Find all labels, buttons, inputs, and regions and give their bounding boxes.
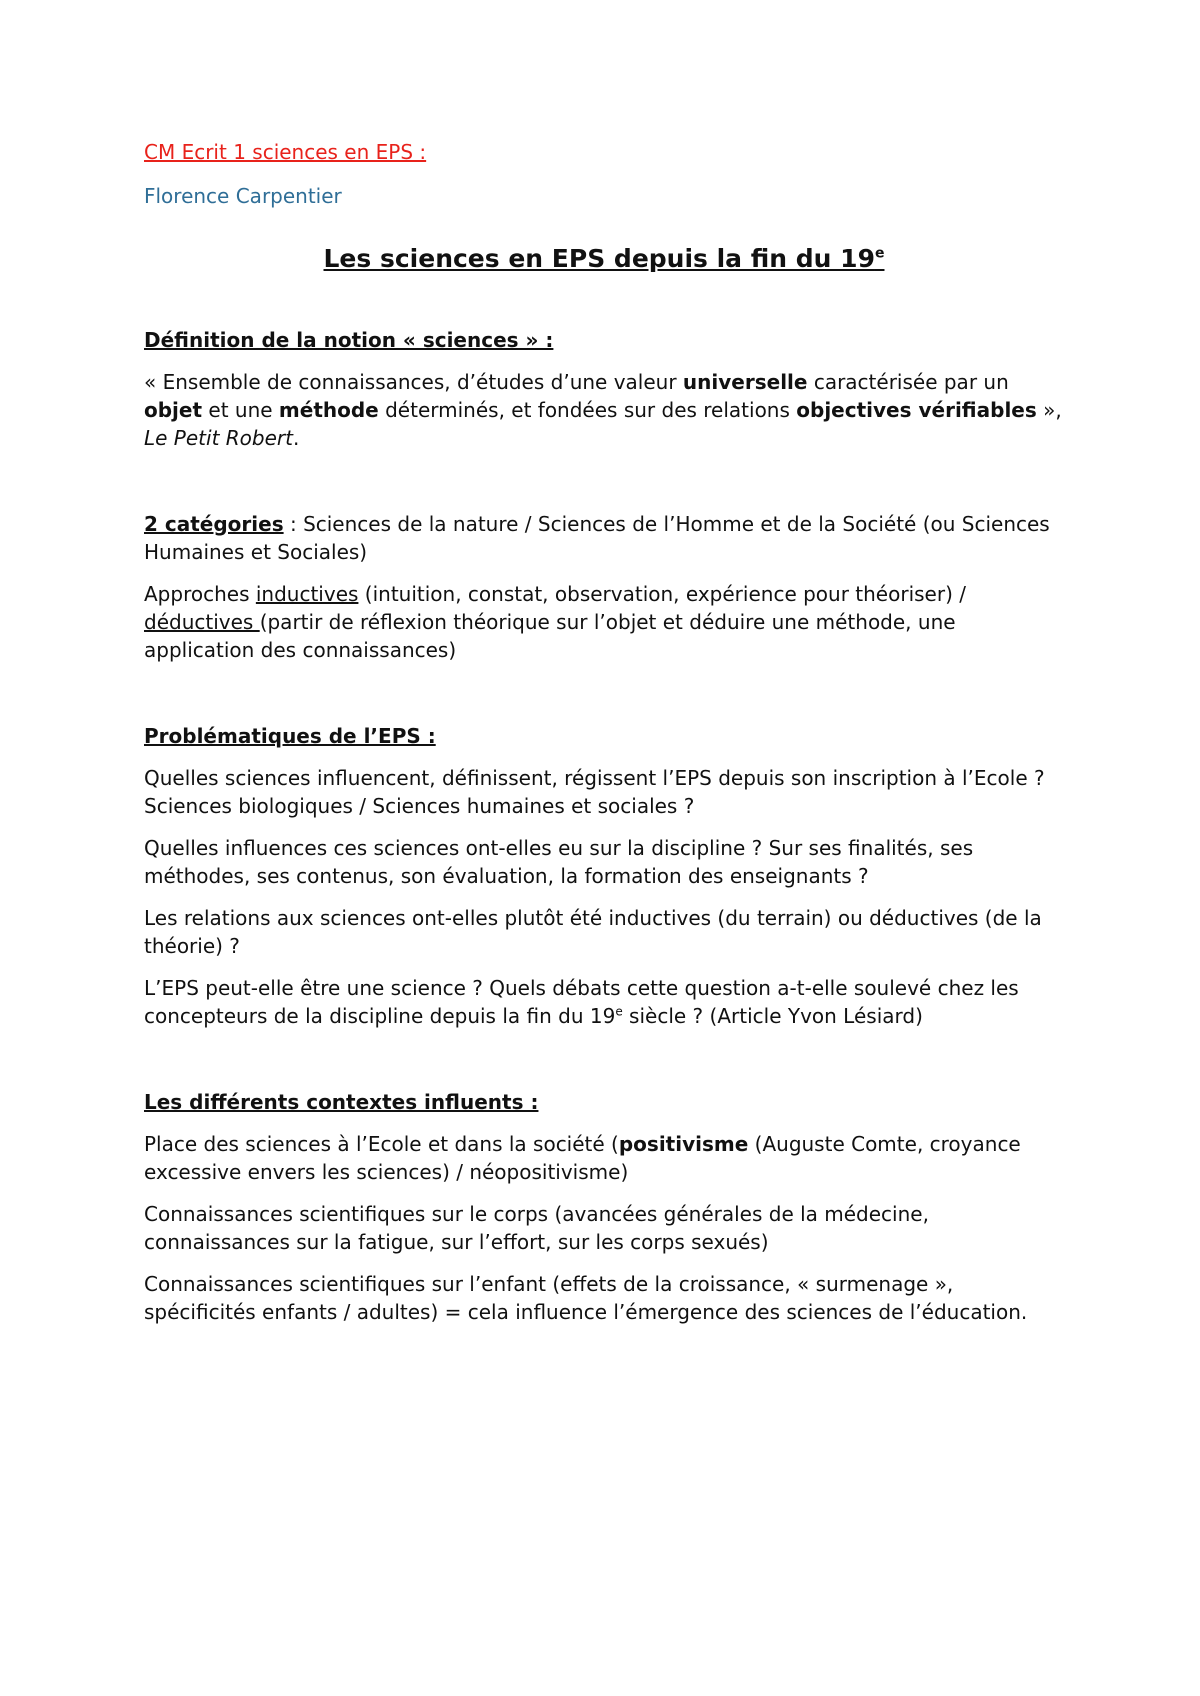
problematiques-heading: Problématiques de l’EPS : <box>144 724 436 748</box>
text-run-italic: Le Petit Robert <box>144 426 293 450</box>
text-run: caractérisée par un <box>807 370 1009 394</box>
contextes-heading: Les différents contextes influents : <box>144 1090 539 1114</box>
categories-paragraph <box>144 510 1064 566</box>
text-run: Approches <box>144 582 256 606</box>
definition-heading: Définition de la notion « sciences » : <box>144 328 554 352</box>
contexte-3: Connaissances scientifiques sur l’enfant (effets de la croissance, « surmenage », spécificités enfants / adultes) = cela influence l’émergence des sciences de l’éducation. <box>144 1272 1028 1324</box>
question-1: Quelles sciences influencent, définissent, régissent l’EPS depuis son inscription à l’Ecole ? Sciences biologiques / Sciences humaines et sociales ? <box>144 766 1045 818</box>
spacer <box>144 678 1064 722</box>
author-name: Florence Carpentier <box>144 184 342 208</box>
text-run: L’EPS peut-elle être une science ? Quels débats cette question a-t-elle soulevé chez les concepteurs de la discipline depuis la fin du 19 <box>144 976 1019 1028</box>
text-run-underline: inductives <box>255 582 359 606</box>
text-run: et une <box>202 398 279 422</box>
text-run: (partir de réflexion théorique sur l’objet et déduire une méthode, une application des connaissances) <box>144 610 956 662</box>
question-4 <box>144 974 1064 1030</box>
text-run-sup: e <box>615 1004 623 1019</box>
main-title-sup: e <box>874 245 885 262</box>
text-run: siècle ? (Article Yvon Lésiard) <box>622 1004 923 1028</box>
text-run: Place des sciences à l’Ecole et dans la société ( <box>144 1132 619 1156</box>
text-run-bold: objet <box>144 398 203 422</box>
definition-paragraph <box>144 368 1064 452</box>
document-page <box>144 138 1064 1340</box>
text-run: déterminés, et fondées sur des relations <box>378 398 797 422</box>
text-run-bold: positivisme <box>618 1132 749 1156</box>
text-run-bold: universelle <box>682 370 808 394</box>
text-run-underline: déductives <box>144 610 260 634</box>
approaches-paragraph <box>144 580 1064 664</box>
spacer <box>144 1044 1064 1088</box>
course-title: CM Ecrit 1 sciences en EPS : <box>144 140 427 164</box>
text-run: « Ensemble de connaissances, d’études d’une valeur <box>144 370 683 394</box>
question-3: Les relations aux sciences ont-elles plutôt été inductives (du terrain) ou déductives (de la théorie) ? <box>144 906 1042 958</box>
text-run: . <box>292 426 300 450</box>
question-2: Quelles influences ces sciences ont-elles eu sur la discipline ? Sur ses finalités, ses méthodes, ses contenus, son évaluation, la formation des enseignants ? <box>144 836 974 888</box>
text-run-bold: objectives vérifiables <box>796 398 1037 422</box>
contexte-2: Connaissances scientifiques sur le corps (avancées générales de la médecine, connaissances sur la fatigue, sur l’effort, sur les corps sexués) <box>144 1202 929 1254</box>
main-title <box>144 242 1064 276</box>
spacer <box>144 466 1064 510</box>
contexte-1 <box>144 1130 1064 1186</box>
text-run-bold: méthode <box>278 398 379 422</box>
text-run: », <box>1036 398 1062 422</box>
main-title-text: Les sciences en EPS depuis la fin du 19 <box>323 244 875 273</box>
text-run: (Auguste Comte, croyance excessive envers les sciences) / néopositivisme) <box>144 1132 1021 1184</box>
text-run-bold-underline: 2 catégories <box>144 512 284 536</box>
text-run: (intuition, constat, observation, expérience pour théoriser) / <box>358 582 966 606</box>
text-run: : Sciences de la nature / Sciences de l’Homme et de la Société (ou Sciences Humaines et Sociales) <box>144 512 1050 564</box>
